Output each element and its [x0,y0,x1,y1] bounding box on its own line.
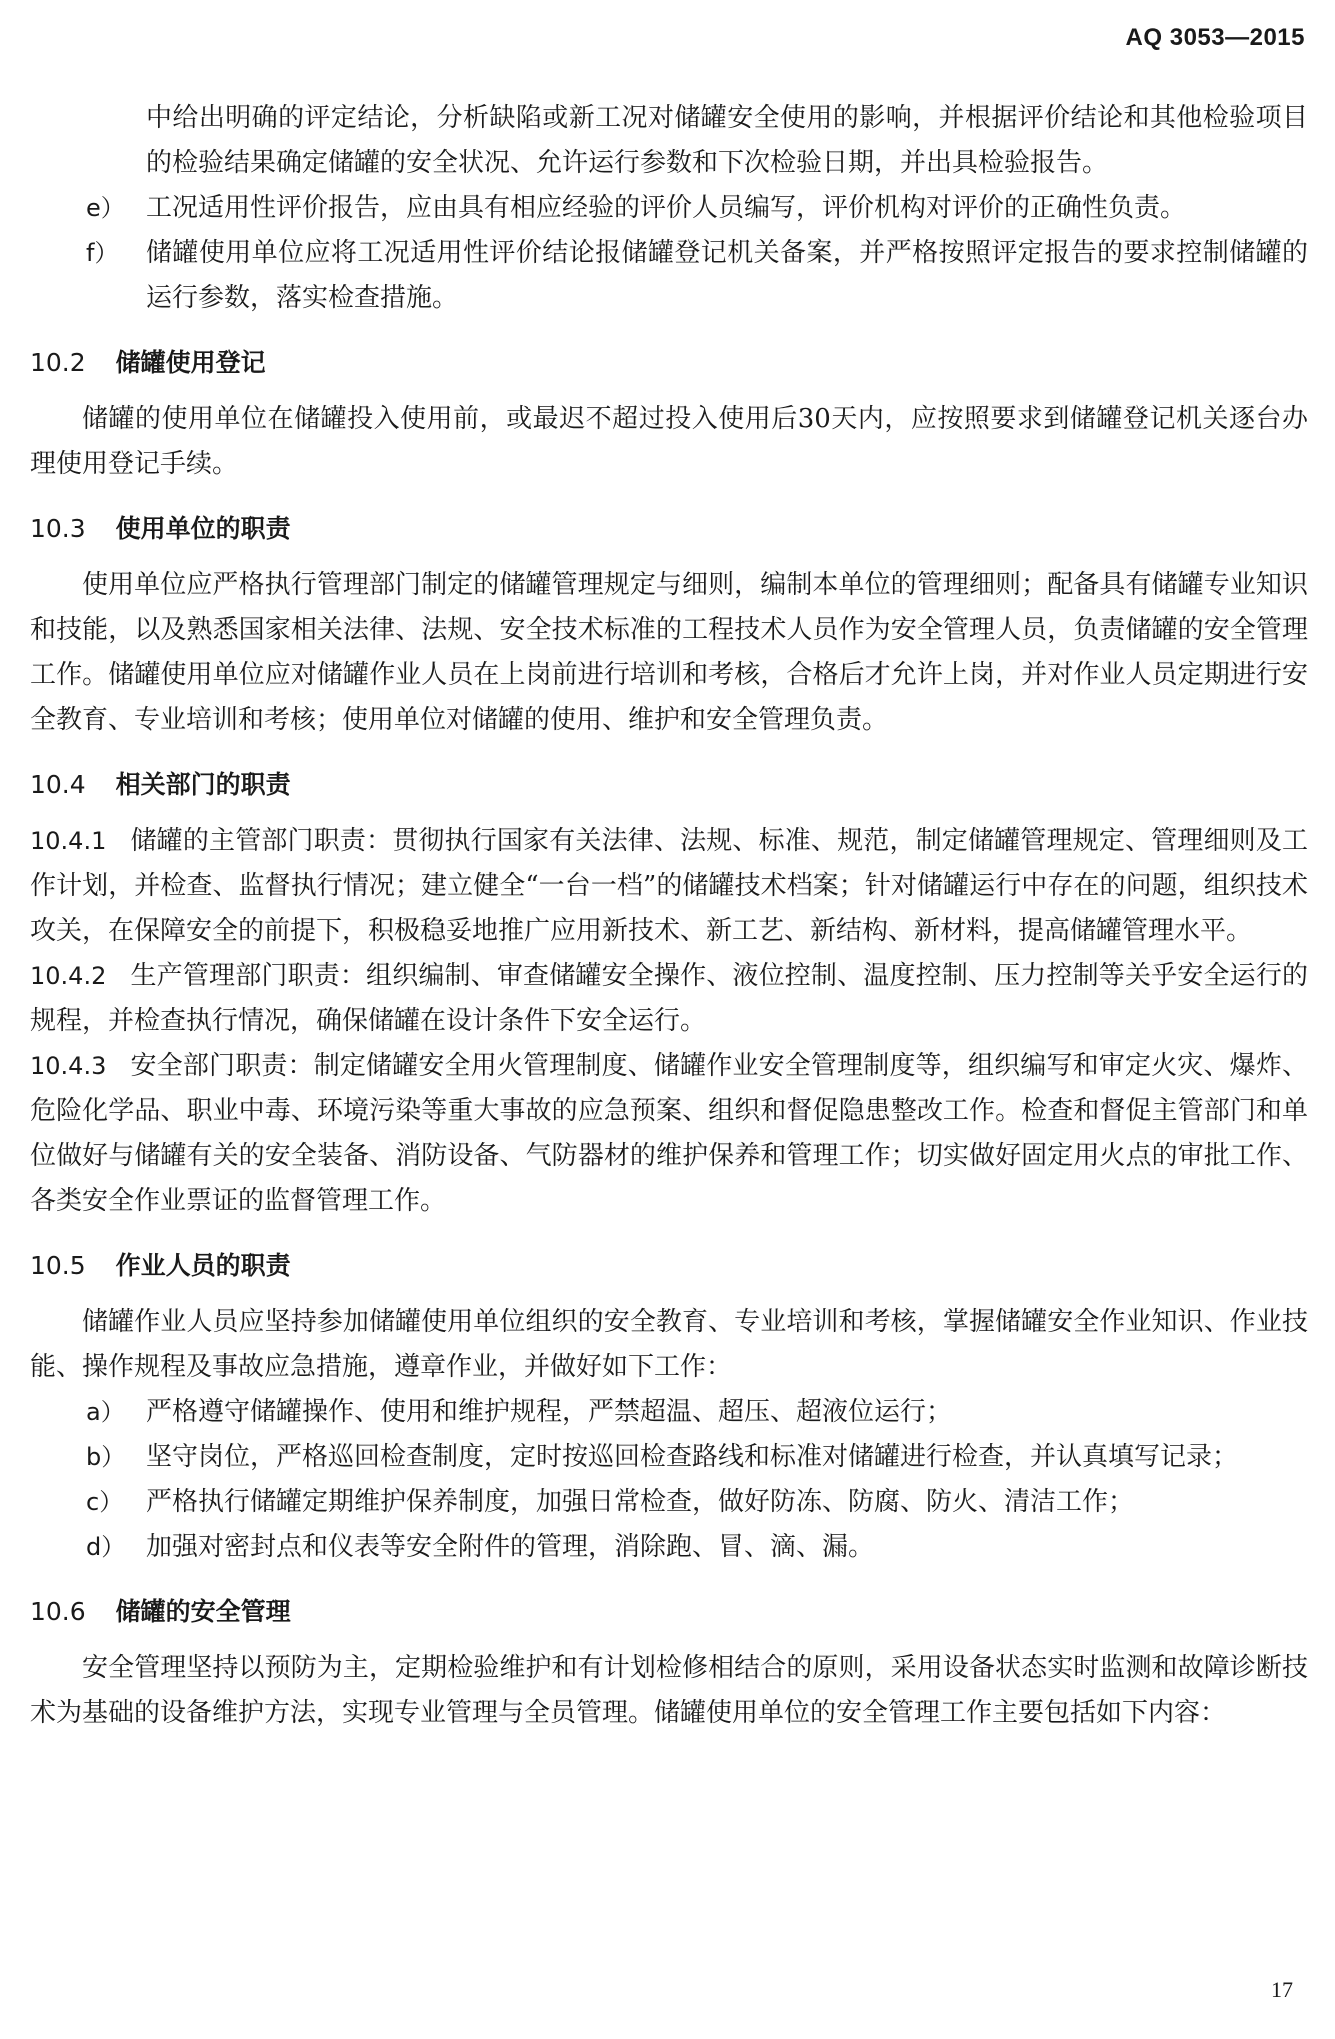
list-item-e [30,186,1308,231]
page-number: 17 [1271,1977,1293,2002]
clause-10-4-3 [30,1044,1308,1224]
list-item-label: a） [86,1398,125,1426]
document-body [30,96,1308,1736]
continued-paragraph: 中给出明确的评定结论，分析缺陷或新工况对储罐安全使用的影响，并根据评价结论和其他检验项目的检验结果确定储罐的安全状况、允许运行参数和下次检验日期，并出具检验报告。 [146,103,1308,178]
clause-number: 10.4.2 [30,962,107,990]
list-item-text: 储罐使用单位应将工况适用性评价结论报储罐登记机关备案，并严格按照评定报告的要求控制储罐的运行参数，落实检查措施。 [146,238,1308,313]
clause-number: 10.4.1 [30,827,107,855]
section-title: 使用单位的职责 [115,514,291,543]
clause-text: 储罐的主管部门职责：贯彻执行国家有关法律、法规、标准、规范，制定储罐管理规定、管理细则及工作计划，并检查、监督执行情况；建立健全“一台一档”的储罐技术档案；针对储罐运行中存在的问题，组织技术攻关，在保障安全的前提下，积极稳妥地推广应用新技术、新工艺、新结构、新材料，提高储罐管理水平。 [30,826,1308,946]
clause-text: 安全部门职责：制定储罐安全用火管理制度、储罐作业安全管理制度等，组织编写和审定火灾、爆炸、危险化学品、职业中毒、环境污染等重大事故的应急预案、组织和督促隐患整改工作。检查和督促主管部门和单位做好与储罐有关的安全装备、消防设备、气防器材的维护保养和管理工作；切实做好固定用火点的审批工作、各类安全作业票证的监督管理工作。 [30,1051,1308,1216]
section-heading-10-3 [30,509,1308,549]
section-10-5-body: 储罐作业人员应坚持参加储罐使用单位组织的安全教育、专业培训和考核，掌握储罐安全作业知识、作业技能、操作规程及事故应急措施，遵章作业，并做好如下工作： [30,1307,1308,1382]
list-item-text: 严格执行储罐定期维护保养制度，加强日常检查，做好防冻、防腐、防火、清洁工作； [146,1487,1135,1517]
section-number: 10.6 [30,1597,86,1626]
list-item-a [30,1390,1308,1435]
clause-text: 生产管理部门职责：组织编制、审查储罐安全操作、液位控制、温度控制、压力控制等关乎安全运行的规程，并检查执行情况，确保储罐在设计条件下安全运行。 [30,961,1308,1036]
list-item-f [30,231,1308,321]
document-code: AQ 3053—2015 [1125,24,1305,51]
section-heading-10-4 [30,765,1308,805]
section-title: 储罐使用登记 [115,348,266,377]
clause-10-4-2 [30,954,1308,1044]
section-10-6-body: 安全管理坚持以预防为主，定期检验维护和有计划检修相结合的原则，采用设备状态实时监测和故障诊断技术为基础的设备维护方法，实现专业管理与全员管理。储罐使用单位的安全管理工作主要包括如下内容： [30,1653,1308,1728]
list-item-label: d） [86,1533,126,1561]
list-item-d [30,1525,1308,1570]
list-item-label: c） [86,1488,124,1516]
list-item-text: 加强对密封点和仪表等安全附件的管理，消除跑、冒、滴、漏。 [146,1532,875,1562]
list-item-text: 严格遵守储罐操作、使用和维护规程，严禁超温、超压、超液位运行； [146,1397,953,1427]
list-item-label: b） [86,1443,126,1471]
list-item-b [30,1435,1308,1480]
list-item-text: 工况适用性评价报告，应由具有相应经验的评价人员编写，评价机构对评价的正确性负责。 [146,193,1187,223]
section-10-3-body: 使用单位应严格执行管理部门制定的储罐管理规定与细则，编制本单位的管理细则；配备具有储罐专业知识和技能，以及熟悉国家相关法律、法规、安全技术标准的工程技术人员作为安全管理人员，负责储罐的安全管理工作。储罐使用单位应对储罐作业人员在上岗前进行培训和考核，合格后才允许上岗，并对作业人员定期进行安全教育、专业培训和考核；使用单位对储罐的使用、维护和安全管理负责。 [30,570,1308,735]
list-item-text: 坚守岗位，严格巡回检查制度，定时按巡回检查路线和标准对储罐进行检查，并认真填写记录； [146,1442,1239,1472]
list-item-label: f） [86,239,119,267]
section-number: 10.2 [30,348,86,377]
section-number: 10.4 [30,770,86,799]
clause-10-4-1 [30,819,1308,954]
section-heading-10-5 [30,1246,1308,1286]
section-number: 10.3 [30,514,86,543]
section-number: 10.5 [30,1251,86,1280]
list-item-label: e） [86,194,125,222]
clause-number: 10.4.3 [30,1052,107,1080]
section-title: 相关部门的职责 [115,770,291,799]
section-title: 储罐的安全管理 [115,1597,291,1626]
list-item-c [30,1480,1308,1525]
section-title: 作业人员的职责 [115,1251,291,1280]
section-10-2-body: 储罐的使用单位在储罐投入使用前，或最迟不超过投入使用后30天内，应按照要求到储罐登记机关逐台办理使用登记手续。 [30,404,1308,479]
section-heading-10-2 [30,343,1308,383]
section-heading-10-6 [30,1592,1308,1632]
